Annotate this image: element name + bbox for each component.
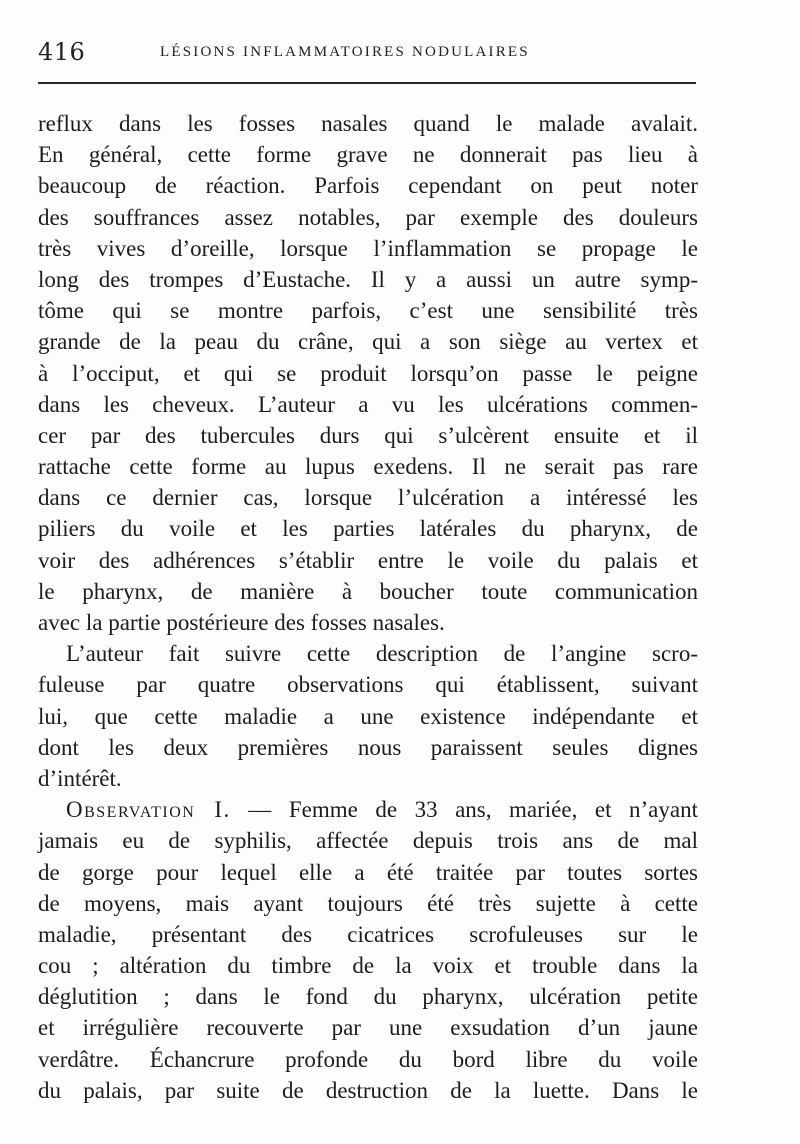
text-line: jamais eu de syphilis, affectée depuis trois ans de mal (38, 828, 698, 854)
text-line: à l’occiput, et qui se produit lorsqu’on passe le peigne (38, 360, 698, 386)
text-line: le pharynx, de manière à boucher toute communication (38, 578, 698, 604)
text-line: reflux dans les fosses nasales quand le malade avalait. (38, 111, 698, 136)
page-number: 416 (38, 38, 86, 66)
observation-first-line-text: — Femme de 33 ans, mariée, et n’ayant (230, 797, 698, 823)
text-line: très vives d’oreille, lorsque l’inflammation se propage le (38, 235, 698, 261)
text-line: tôme qui se montre parfois, c’est une sensibilité très (38, 298, 698, 324)
text-line: et irrégulière recouverte par une exsudation d’un jaune (38, 1015, 698, 1041)
text-line: long des trompes d’Eustache. Il y a aussi un autre symp- (38, 266, 698, 292)
text-line: d’intérêt. (38, 765, 122, 791)
text-line: verdâtre. Échancrure profonde du bord libre du voile (38, 1046, 698, 1072)
text-line: cou ; altération du timbre de la voix et trouble dans la (38, 953, 698, 979)
text-line: de gorge pour lequel elle a été traitée par toutes sortes (38, 859, 698, 885)
text-line: En général, cette forme grave ne donnerait pas lieu à (38, 142, 698, 168)
body-text (38, 108, 698, 1106)
text-line: dans les cheveux. L’auteur a vu les ulcérations commen- (38, 391, 698, 417)
text-line: des souffrances assez notables, par exemple des douleurs (38, 204, 698, 230)
header-rule (38, 82, 696, 84)
text-line: dans ce dernier cas, lorsque l’ulcération a intéressé les (38, 485, 698, 511)
text-line: grande de la peau du crâne, qui a son siège au vertex et (38, 329, 698, 355)
text-line: voir des adhérences s’établir entre le voile du palais et (38, 547, 698, 573)
observation-first-line (38, 794, 698, 825)
text-line: cer par des tubercules durs qui s’ulcèrent ensuite et il (38, 422, 698, 448)
text-line: du palais, par suite de destruction de la luette. Dans le (38, 1077, 698, 1103)
text-line: dont les deux premières nous paraissent seules dignes (38, 734, 698, 760)
running-title: LÉSIONS INFLAMMATOIRES NODULAIRES (160, 44, 530, 60)
text-line: fuleuse par quatre observations qui établissent, suivant (38, 672, 698, 698)
text-line: lui, que cette maladie a une existence indépendante et (38, 703, 698, 729)
page-header (38, 38, 698, 70)
observation-label: Observation I. (66, 797, 231, 823)
text-line: maladie, présentant des cicatrices scrofuleuses sur le (38, 921, 698, 947)
text-line: de moyens, mais ayant toujours été très sujette à cette (38, 890, 698, 916)
text-line: L’auteur fait suivre cette description de l’angine scro- (66, 641, 698, 667)
text-line: piliers du voile et les parties latérales du pharynx, de (38, 516, 698, 542)
text-line: avec la partie postérieure des fosses nasales. (38, 610, 445, 635)
text-line: beaucoup de réaction. Parfois cependant on peut noter (38, 173, 698, 199)
text-line: rattache cette forme au lupus exedens. Il ne serait pas rare (38, 454, 698, 480)
text-line: déglutition ; dans le fond du pharynx, ulcération petite (38, 984, 698, 1010)
